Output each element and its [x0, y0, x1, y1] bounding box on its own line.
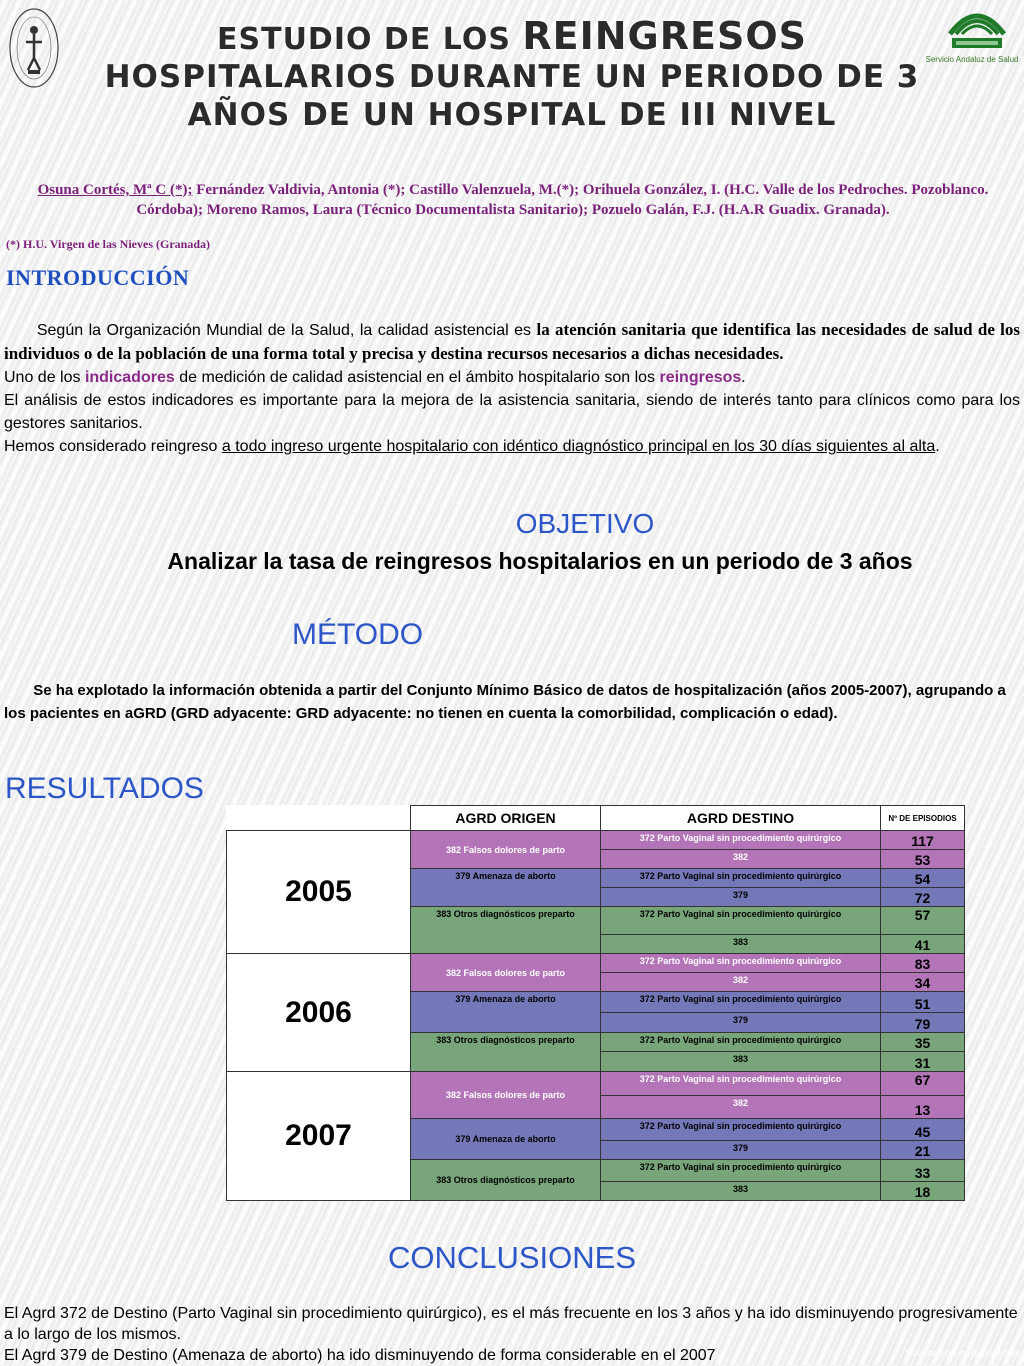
origen-cell: 382 Falsos dolores de parto — [411, 954, 601, 992]
destino-cell: 372 Parto Vaginal sin procedimiento quirúrgico — [601, 907, 881, 935]
destino-cell: 372 Parto Vaginal sin procedimiento quirúrgico — [601, 954, 881, 973]
other-authors: Fernández Valdivia, Antonia (*); Castillo Valenzuela, M.(*); Orihuela González, I. (H.C. Valle de los Pedroches. Pozoblanco. Córdoba); Moreno Ramos, Laura (Técnico Documentalista Sanitario); Pozuelo Galán, F.J. (H.A.R Guadix. Granada). — [136, 182, 989, 218]
results-table — [226, 805, 965, 1201]
objetivo-text: Analizar la tasa de reingresos hospitalarios en un periodo de 3 años — [167, 548, 913, 574]
episodios-cell: 34 — [881, 973, 965, 992]
episodios-cell: 18 — [881, 1182, 965, 1201]
episodios-cell: 51 — [881, 992, 965, 1013]
destino-cell: 382 — [601, 850, 881, 869]
title-line1-small: ESTUDIO DE LOS — [217, 22, 523, 57]
title-line2: HOSPITALARIOS DURANTE UN PERIODO DE 3 — [104, 59, 920, 95]
table-row — [227, 954, 965, 973]
destino-cell: 372 Parto Vaginal sin procedimiento quirúrgico — [601, 1033, 881, 1052]
episodios-cell: 54 — [881, 869, 965, 888]
destino-cell: 372 Parto Vaginal sin procedimiento quirúrgico — [601, 1072, 881, 1096]
intro-p4-definition: a todo ingreso urgente hospitalario con idéntico diagnóstico principal en los 30 días siguientes al alta — [221, 438, 936, 455]
episodios-cell: 83 — [881, 954, 965, 973]
intro-p2-e: . — [741, 369, 746, 386]
episodios-cell: 21 — [881, 1141, 965, 1160]
resultados-heading: RESULTADOS — [5, 772, 204, 805]
episodios-cell: 45 — [881, 1119, 965, 1141]
header-agrd-origen: AGRD ORIGEN — [411, 806, 601, 831]
destino-cell: 372 Parto Vaginal sin procedimiento quirúrgico — [601, 1160, 881, 1182]
episodios-cell: 117 — [881, 831, 965, 850]
intro-paragraph-3: El análisis de estos indicadores es importante para la mejora de la asistencia sanitaria, siendo de interés tanto para clínicos como para los gestores sanitarios. — [4, 392, 1020, 432]
introduccion-body — [4, 318, 1020, 458]
episodios-cell: 53 — [881, 850, 965, 869]
intro-paragraph-4 — [4, 435, 1020, 458]
affiliation: (*) H.U. Virgen de las Nieves (Granada) — [6, 237, 210, 251]
conclusion-2: El Agrd 379 de Destino (Amenaza de aborto) ha ido disminuyendo de forma considerable en el 2007 — [4, 1347, 716, 1364]
conclusiones-heading: CONCLUSIONES — [387, 1240, 637, 1275]
destino-cell: 372 Parto Vaginal sin procedimiento quirúrgico — [601, 992, 881, 1013]
episodios-cell: 57 — [881, 907, 965, 935]
table-header-empty — [227, 806, 411, 831]
episodios-cell: 31 — [881, 1052, 965, 1072]
destino-cell: 383 — [601, 1052, 881, 1072]
table-row — [227, 831, 965, 850]
title-line1-big: REINGRESOS — [522, 14, 807, 58]
title-line3: AÑOS DE UN HOSPITAL DE III NIVEL — [187, 97, 837, 133]
episodios-cell: 33 — [881, 1160, 965, 1182]
metodo-text — [4, 679, 1020, 725]
destino-cell: 383 — [601, 1182, 881, 1201]
table-header-row — [227, 806, 965, 831]
origen-cell: 379 Amenaza de aborto — [411, 1119, 601, 1160]
authors — [8, 180, 1018, 220]
intro-p1-text: Según la Organización Mundial de la Salud, la calidad asistencial es — [36, 322, 537, 339]
destino-cell: 379 — [601, 888, 881, 907]
year-cell: 2005 — [227, 831, 411, 954]
episodios-cell: 35 — [881, 1033, 965, 1052]
header-agrd-destino: AGRD DESTINO — [601, 806, 881, 831]
sas-logo-label: Servicio Andaluz de Salud — [925, 55, 1019, 64]
intro-p4-c: . — [935, 438, 940, 455]
poster-title — [0, 14, 1024, 134]
episodios-cell: 41 — [881, 935, 965, 954]
year-cell: 2007 — [227, 1072, 411, 1201]
introduccion-heading: INTRODUCCIÓN — [6, 265, 190, 290]
metodo-text-content: Se ha explotado la información obtenida a partir del Conjunto Mínimo Básico de datos de hospitalización (años 2005-2007), agrupando a los pacientes en aGRD (GRD adyacente: GRD adyacente: no tienen en cuenta la comorbilidad, complicación o edad). — [4, 682, 1006, 722]
first-author: Osuna Cortés, Mª C (*); — [37, 182, 193, 198]
episodios-cell: 67 — [881, 1072, 965, 1096]
destino-cell: 372 Parto Vaginal sin procedimiento quirúrgico — [601, 831, 881, 850]
destino-cell: 379 — [601, 1141, 881, 1160]
metodo-heading: MÉTODO — [292, 618, 424, 651]
destino-cell: 372 Parto Vaginal sin procedimiento quirúrgico — [601, 869, 881, 888]
contact-email: Mcarmen.osuna@gmail.com — [905, 1348, 1020, 1358]
intro-p2-reingresos: reingresos — [659, 369, 742, 386]
destino-cell: 382 — [601, 973, 881, 992]
destino-cell: 379 — [601, 1013, 881, 1033]
objetivo-heading: OBJETIVO — [515, 508, 655, 539]
origen-cell: 379 Amenaza de aborto — [411, 992, 601, 1033]
table-row — [227, 1072, 965, 1096]
origen-cell: 379 Amenaza de aborto — [411, 869, 601, 907]
conclusion-1: El Agrd 372 de Destino (Parto Vaginal sin procedimiento quirúrgico), es el más frecuente en los 3 años y ha ido disminuyendo progresivamente a lo largo de los mismos. — [4, 1305, 1018, 1343]
conclusiones-body — [4, 1303, 1020, 1366]
intro-p1-bold: la atención sanitaria que identifica las necesidades de salud de los individuos o de la población de una forma total y precisa y destina recursos necesarios a dichas necesidades. — [4, 320, 1021, 363]
year-cell: 2006 — [227, 954, 411, 1072]
origen-cell: 383 Otros diagnósticos preparto — [411, 1160, 601, 1201]
intro-p2-c: de medición de calidad asistencial en el ámbito hospitalario son los — [174, 369, 660, 386]
header-episodios: Nº DE EPISODIOS — [881, 806, 965, 831]
origen-cell: 382 Falsos dolores de parto — [411, 831, 601, 869]
destino-cell: 372 Parto Vaginal sin procedimiento quirúrgico — [601, 1119, 881, 1141]
origen-cell: 382 Falsos dolores de parto — [411, 1072, 601, 1119]
destino-cell: 383 — [601, 935, 881, 954]
intro-paragraph-1 — [4, 318, 1020, 366]
origen-cell: 383 Otros diagnósticos preparto — [411, 907, 601, 954]
origen-cell: 383 Otros diagnósticos preparto — [411, 1033, 601, 1072]
intro-p2-indicadores: indicadores — [84, 369, 175, 386]
intro-p4-a: Hemos considerado reingreso — [4, 438, 222, 455]
episodios-cell: 13 — [881, 1096, 965, 1119]
episodios-cell: 72 — [881, 888, 965, 907]
intro-p2-a: Uno de los — [4, 369, 85, 386]
intro-paragraph-2 — [4, 366, 1020, 389]
destino-cell: 382 — [601, 1096, 881, 1119]
episodios-cell: 79 — [881, 1013, 965, 1033]
